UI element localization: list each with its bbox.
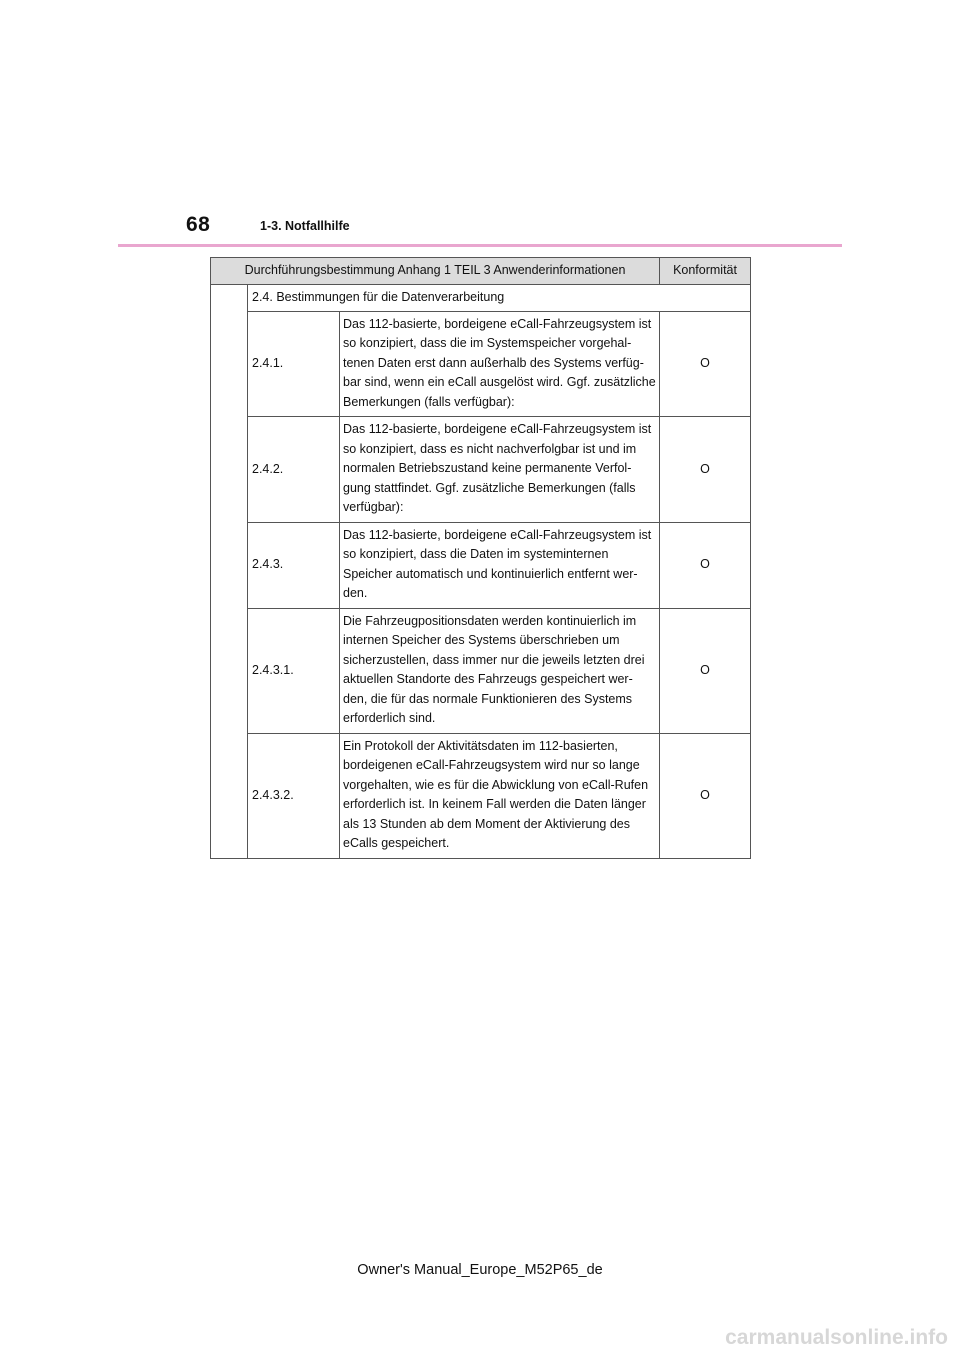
row-text: Ein Protokoll der Aktivitätsdaten im 112-basierten, bordeigenen eCall-Fahrzeugsystem wird nur so lange vorgehalten, wie es für die Abwicklung von eCall-Rufen erforderlich ist. In keinem Fall werden die Daten länger als 13 Stunden ab dem Moment der Aktivierung des eCalls gespeichert. (340, 733, 660, 858)
row-text: Das 112-basierte, bordeigene eCall-Fahrzeugsystem ist so konzipiert, dass die Daten im systeminternen Speicher automatisch und kontinuierlich entfernt wer- den. (340, 522, 660, 608)
table-row (211, 417, 751, 523)
row-conformity: O (660, 608, 751, 733)
footer-manual-name: Owner's Manual_Europe_M52P65_de (357, 1262, 603, 1278)
table-row (211, 522, 751, 608)
section-heading: 2.4. Bestimmungen für die Datenverarbeitung (248, 285, 751, 312)
header-requirement: Durchführungsbestimmung Anhang 1 TEIL 3 Anwenderinformationen (211, 258, 660, 285)
row-number: 2.4.1. (248, 311, 340, 417)
table-row (211, 608, 751, 733)
row-text: Das 112-basierte, bordeigene eCall-Fahrzeugsystem ist so konzipiert, dass es nicht nachverfolgbar ist und im normalen Betriebszustand keine permanente Verfol- gung stattfindet. Ggf. zusätzliche Bemerkungen (falls verfügbar): (340, 417, 660, 523)
page-number: 68 (186, 213, 211, 236)
section-row (211, 285, 751, 312)
table-header-row (211, 258, 751, 285)
row-conformity: O (660, 733, 751, 858)
row-conformity: O (660, 311, 751, 417)
table-row (211, 733, 751, 858)
row-conformity: O (660, 522, 751, 608)
table-row (211, 311, 751, 417)
row-number: 2.4.2. (248, 417, 340, 523)
watermark: carmanualsonline.info (725, 1326, 948, 1349)
row-text: Das 112-basierte, bordeigene eCall-Fahrzeugsystem ist so konzipiert, dass die im Systemspeicher vorgehal- tenen Daten erst dann außerhalb des Systems verfüg- bar sind, wenn ein eCall ausgelöst wird. Ggf. zusätzliche Bemerkungen (falls verfügbar): (340, 311, 660, 417)
section-title: 1-3. Notfallhilfe (260, 219, 350, 233)
row-number: 2.4.3. (248, 522, 340, 608)
row-number: 2.4.3.1. (248, 608, 340, 733)
row-conformity: O (660, 417, 751, 523)
row-number: 2.4.3.2. (248, 733, 340, 858)
indent-cell (211, 285, 248, 859)
spec-table (210, 257, 751, 859)
row-text: Die Fahrzeugpositionsdaten werden kontinuierlich im internen Speicher des Systems überschrieben um sicherzustellen, dass immer nur die jeweils letzten drei aktuellen Standorte des Fahrzeugs gespeichert wer- den, die für das normale Funktionieren des Systems erforderlich sind. (340, 608, 660, 733)
header-rule (118, 244, 842, 247)
header-conformity: Konformität (660, 258, 751, 285)
